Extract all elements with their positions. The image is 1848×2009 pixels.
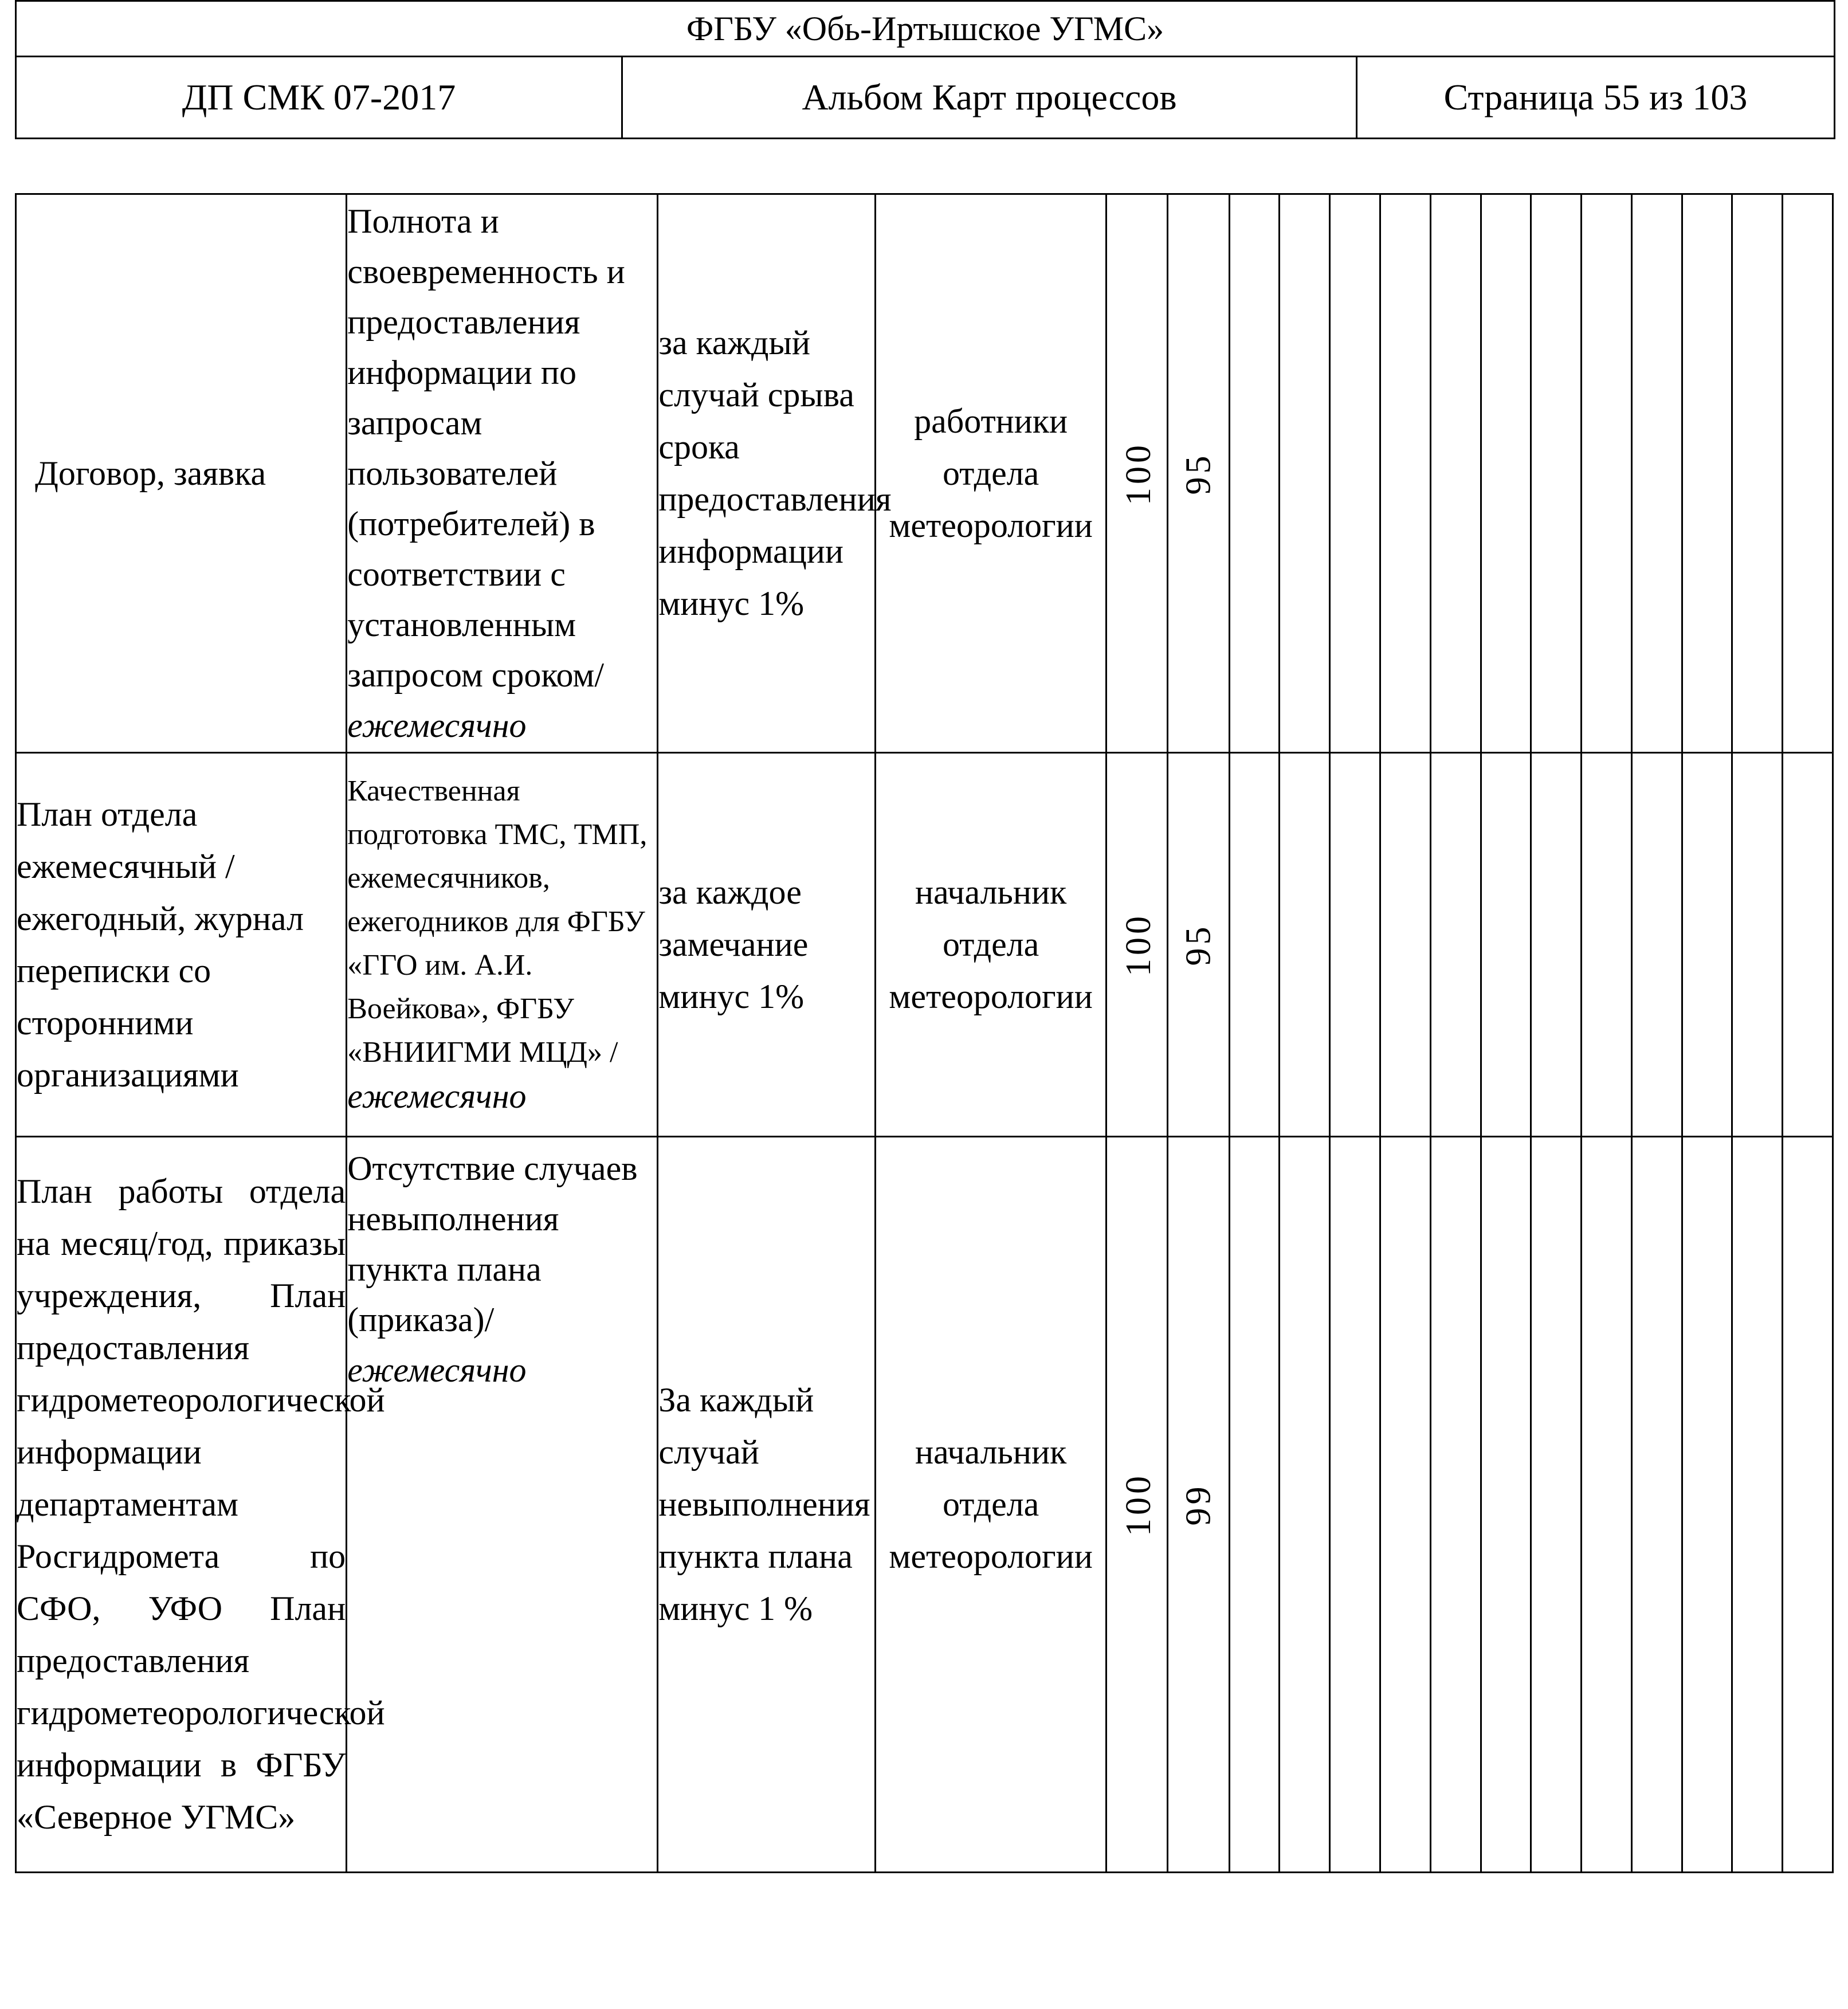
month-cell (1430, 753, 1481, 1137)
responsible-cell: работники отдела метеорологии (876, 194, 1107, 753)
month-cell (1582, 753, 1632, 1137)
indicator-text: Отсутствие случаев невыполнения пункта плана (приказа)/ (347, 1149, 638, 1339)
month-cell (1229, 753, 1280, 1137)
month-cell (1280, 1137, 1330, 1873)
organization-name: ФГБУ «Обь-Иртышское УГМС» (16, 1, 1835, 57)
month-cell (1783, 753, 1833, 1137)
max-value-cell (1106, 753, 1167, 1137)
month-cell (1380, 1137, 1431, 1873)
month-cell (1380, 194, 1431, 753)
indicator-period: ежемесячно (347, 707, 527, 744)
document-code: ДП СМК 07-2017 (16, 57, 622, 139)
month-cell (1229, 1137, 1280, 1873)
max-value: 100 (1119, 913, 1158, 976)
table-row (16, 194, 1833, 753)
month-cell (1682, 194, 1732, 753)
page-number: Страница 55 из 103 (1357, 57, 1835, 139)
month-cell (1330, 753, 1380, 1137)
source-document-cell: План отдела ежемесячный /ежегодный, журнал переписки со сторонними организациями (16, 753, 347, 1137)
month-cell (1732, 753, 1783, 1137)
month-cell (1430, 1137, 1481, 1873)
month-cell (1531, 1137, 1582, 1873)
responsible-cell: начальник отдела метеорологии (876, 1137, 1107, 1873)
month-cell (1631, 194, 1682, 753)
max-value: 100 (1119, 441, 1158, 505)
month-cell (1430, 194, 1481, 753)
indicator-cell (347, 194, 658, 753)
threshold-value: 99 (1179, 1483, 1218, 1526)
month-cell (1280, 753, 1330, 1137)
month-cell (1682, 1137, 1732, 1873)
indicator-text: Полнота и своевременность и предоставления информации по запросам пользователей (потребителей) в соответствии с установленным запросом сроком/ (347, 202, 625, 694)
month-cell (1229, 194, 1280, 753)
threshold-value: 95 (1179, 923, 1218, 966)
process-card-table (15, 193, 1834, 1873)
threshold-value: 95 (1179, 452, 1218, 495)
indicator-cell (347, 1137, 658, 1873)
month-cell (1582, 194, 1632, 753)
month-cell (1330, 1137, 1380, 1873)
table-row (16, 753, 1833, 1137)
penalty-cell: За каждый случай невыполнения пункта плана минус 1 % (658, 1137, 876, 1873)
month-cell (1732, 1137, 1783, 1873)
threshold-cell (1168, 194, 1229, 753)
month-cell (1481, 1137, 1531, 1873)
month-cell (1732, 194, 1783, 753)
max-value-cell (1106, 1137, 1167, 1873)
month-cell (1330, 194, 1380, 753)
threshold-cell (1168, 1137, 1229, 1873)
month-cell (1783, 1137, 1833, 1873)
indicator-period: ежемесячно (347, 1077, 527, 1115)
month-cell (1582, 1137, 1632, 1873)
responsible-cell: начальник отдела метеорологии (876, 753, 1107, 1137)
month-cell (1682, 753, 1732, 1137)
threshold-cell (1168, 753, 1229, 1137)
month-cell (1380, 753, 1431, 1137)
month-cell (1631, 1137, 1682, 1873)
month-cell (1783, 194, 1833, 753)
table-row (16, 1137, 1833, 1873)
penalty-cell: за каждый случай срыва срока предоставления информации минус 1% (658, 194, 876, 753)
month-cell (1631, 753, 1682, 1137)
source-document-cell: Договор, заявка (16, 194, 347, 753)
document-header (15, 0, 1835, 139)
month-cell (1280, 194, 1330, 753)
document-title: Альбом Карт процессов (622, 57, 1357, 139)
indicator-cell (347, 753, 658, 1137)
month-cell (1531, 194, 1582, 753)
penalty-cell: за каждое замечание минус 1% (658, 753, 876, 1137)
max-value-cell (1106, 194, 1167, 753)
source-document-cell: План работы отдела на месяц/год, приказы учреждения, План предоставления гидрометеорологической информации департаментам Росгидромета по СФО, УФО План предоставления гидрометеорологической информации в ФГБУ «Северное УГМС» (16, 1137, 347, 1873)
max-value: 100 (1119, 1473, 1158, 1536)
month-cell (1481, 194, 1531, 753)
indicator-period: ежемесячно (347, 1351, 527, 1389)
indicator-text: Качественная подготовка ТМС, ТМП, ежемесячников, ежегодников для ФГБУ «ГГО им. А.И. Воейкова», ФГБУ «ВНИИГМИ МЦД» / (347, 774, 648, 1069)
month-cell (1481, 753, 1531, 1137)
month-cell (1531, 753, 1582, 1137)
